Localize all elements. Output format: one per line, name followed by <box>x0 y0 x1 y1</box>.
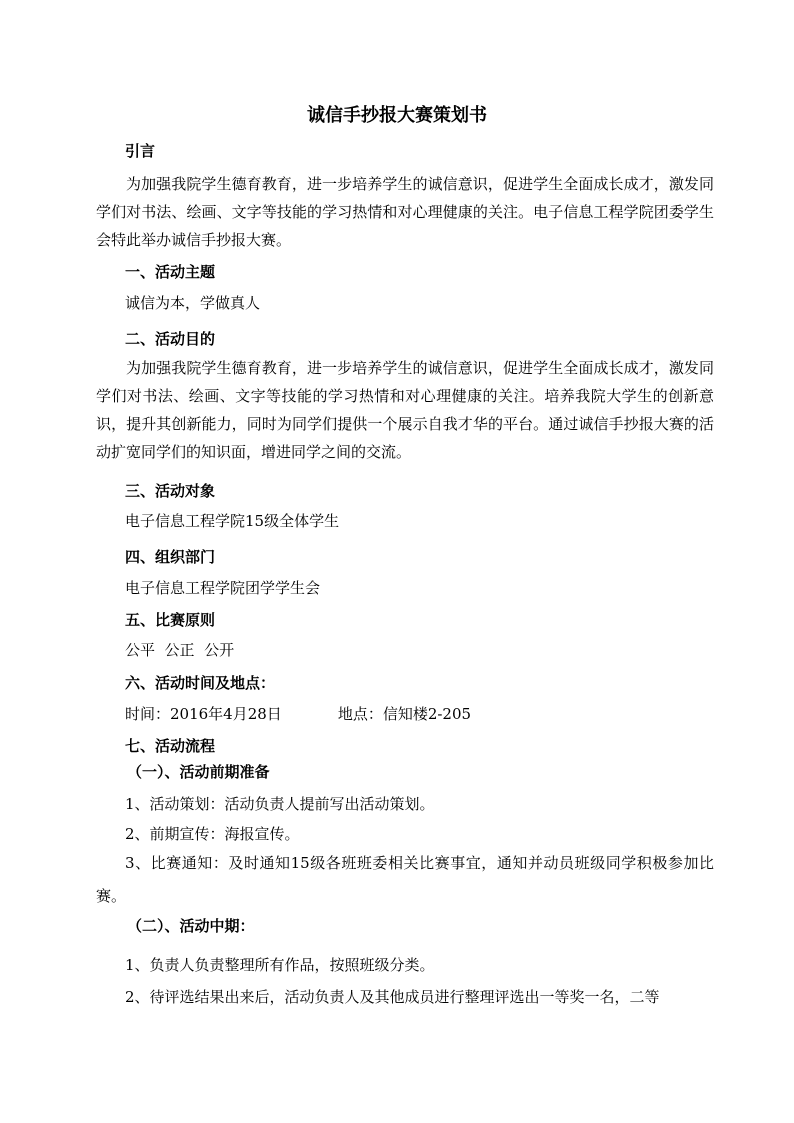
target-text: 电子信息工程学院15级全体学生 <box>125 512 340 530</box>
mid-item-2: 2、待评选结果出来后，活动负责人及其他成员进行整理评选出一等奖一名，二等 <box>125 988 660 1006</box>
mid-phase-heading: （二）、活动中期： <box>127 917 255 935</box>
pre-item-2: 2、前期宣传：海报宣传。 <box>125 825 300 843</box>
intro-paragraph: 为加强我院学生德育教育，进一步培养学生的诚信意识，促进学生全面成长成才，激发同学们对书法、绘画、文字等技能的学习热情和对心理健康的关注。电子信息工程学院团委学生会特此举办诚信手抄报大赛。 <box>96 175 714 249</box>
flow-heading: 七、活动流程 <box>125 737 216 755</box>
place-text: 地点：信知楼2-205 <box>337 705 472 723</box>
pre-item-3: 3、比赛通知：及时通知15级各班班委相关比赛事宜，通知并动员班级同学积极参加比赛。 <box>96 854 714 905</box>
purpose-paragraph: 为加强我院学生德育教育，进一步培养学生的诚信意识，促进学生全面成长成才，激发同学们对书法、绘画、文字等技能的学习热情和对心理健康的关注。培养我院大学生的创新意识，提升其创新能力，同时为同学们提供一个展示自我才华的平台。通过诚信手抄报大赛的活动扩宽同学们的知识面，增进同学之间的交流。 <box>96 359 714 461</box>
theme-heading: 一、活动主题 <box>125 263 216 281</box>
purpose-heading: 二、活动目的 <box>125 330 216 348</box>
principle-text: 公平 公正 公开 <box>125 641 235 659</box>
pre-item-1: 1、活动策划：活动负责人提前写出活动策划。 <box>125 795 435 813</box>
intro-heading: 引言 <box>125 142 156 160</box>
org-text: 电子信息工程学院团学学生会 <box>125 579 321 597</box>
time-heading: 六、活动时间及地点： <box>125 674 276 692</box>
document-title: 诚信手抄报大赛策划书 <box>307 105 487 126</box>
theme-text: 诚信为本，学做真人 <box>125 294 261 312</box>
time-text: 时间：2016年4月28日 <box>125 705 282 723</box>
principle-heading: 五、比赛原则 <box>125 611 216 629</box>
target-heading: 三、活动对象 <box>125 482 216 500</box>
mid-item-1: 1、负责人负责整理所有作品，按照班级分类。 <box>125 956 435 974</box>
org-heading: 四、组织部门 <box>125 548 216 566</box>
time-place-line <box>125 704 471 724</box>
pre-phase-heading: （一）、活动前期准备 <box>127 763 270 781</box>
